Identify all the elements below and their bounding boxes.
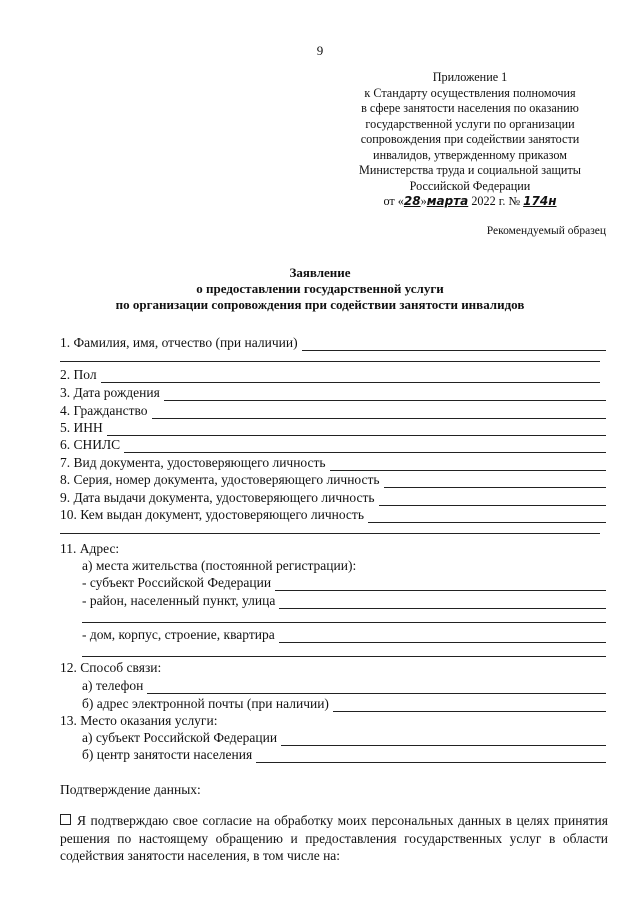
appendix-line: к Стандарту осуществления полномочия [364, 85, 576, 100]
title-line: по организации сопровождения при содействии занятости инвалидов [115, 297, 525, 312]
date-mid: » [420, 194, 427, 208]
date-year: 2022 г. № [468, 194, 524, 208]
field-phone[interactable]: а) телефон [82, 678, 606, 694]
field-address-district[interactable]: - район, населенный пункт, улица [82, 593, 606, 609]
field-id-issue-date[interactable]: 9. Дата выдачи документа, удостоверяющего личность [60, 490, 606, 506]
field-inn[interactable]: 5. ИНН [60, 420, 606, 436]
field-email[interactable]: б) адрес электронной почты (при наличии) [82, 696, 606, 712]
field-citizenship[interactable]: 4. Гражданство [60, 403, 606, 419]
field-service-subject[interactable]: а) субъект Российской Федерации [82, 730, 606, 746]
field-employment-center[interactable]: б) центр занятости населения [82, 747, 606, 763]
document-title [0, 265, 640, 313]
page-number: 9 [316, 43, 324, 58]
appendix-line: в сфере занятости населения по оказанию [361, 101, 579, 115]
consent-checkbox[interactable] [60, 814, 71, 825]
field-address-house-continuation[interactable] [82, 656, 606, 657]
date-day: 28 [403, 194, 421, 208]
appendix-line: Российской Федерации [409, 178, 531, 193]
title-line: Заявление [289, 265, 351, 280]
field-birth-date[interactable]: 3. Дата рождения [60, 385, 606, 401]
contact-heading: 12. Способ связи: [60, 660, 162, 675]
appendix-line: Министерства труда и социальной защиты [359, 163, 581, 177]
consent-text: Я подтверждаю свое согласие на обработку моих персональных данных в целях принятия решения по настоящему обращению и предоставления государственных услуг в области содействия занятости населения, в том числе на: [60, 813, 608, 863]
date-prefix: от « [383, 194, 404, 208]
appendix-line: сопровождения при содействии занятости [360, 132, 580, 146]
confirmation-heading: Подтверждение данных: [60, 782, 201, 797]
consent-paragraph [60, 812, 608, 865]
service-place-heading: 13. Место оказания услуги: [60, 713, 218, 728]
field-id-issuer-continuation[interactable] [60, 533, 600, 534]
field-id-type[interactable]: 7. Вид документа, удостоверяющего личность [60, 455, 606, 471]
field-full-name[interactable]: 1. Фамилия, имя, отчество (при наличии) [60, 335, 606, 351]
field-full-name-continuation[interactable] [60, 361, 600, 362]
field-sex[interactable]: 2. Пол [60, 367, 606, 383]
field-address-house[interactable]: - дом, корпус, строение, квартира [82, 627, 606, 643]
appendix-line: инвалидов, утвержденному приказом [373, 147, 567, 162]
date-month: марта [426, 194, 469, 208]
field-id-number[interactable]: 8. Серия, номер документа, удостоверяющего личность [60, 472, 606, 488]
field-address-district-continuation[interactable] [82, 622, 606, 623]
field-id-issuer[interactable]: 10. Кем выдан документ, удостоверяющего личность [60, 507, 606, 523]
address-residence-label: а) места жительства (постоянной регистрации): [82, 558, 357, 573]
order-number: 174н [523, 194, 557, 208]
field-address-subject[interactable]: - субъект Российской Федерации [82, 575, 606, 591]
appendix-line: Приложение 1 [432, 70, 508, 84]
order-date-line [340, 194, 600, 210]
appendix-line: государственной услуги по организации [365, 116, 575, 131]
address-heading: 11. Адрес: [60, 541, 120, 556]
appendix-block [340, 70, 600, 210]
recommended-sample: Рекомендуемый образец [486, 225, 606, 237]
title-line: о предоставлении государственной услуги [196, 281, 444, 296]
field-snils[interactable]: 6. СНИЛС [60, 437, 606, 453]
